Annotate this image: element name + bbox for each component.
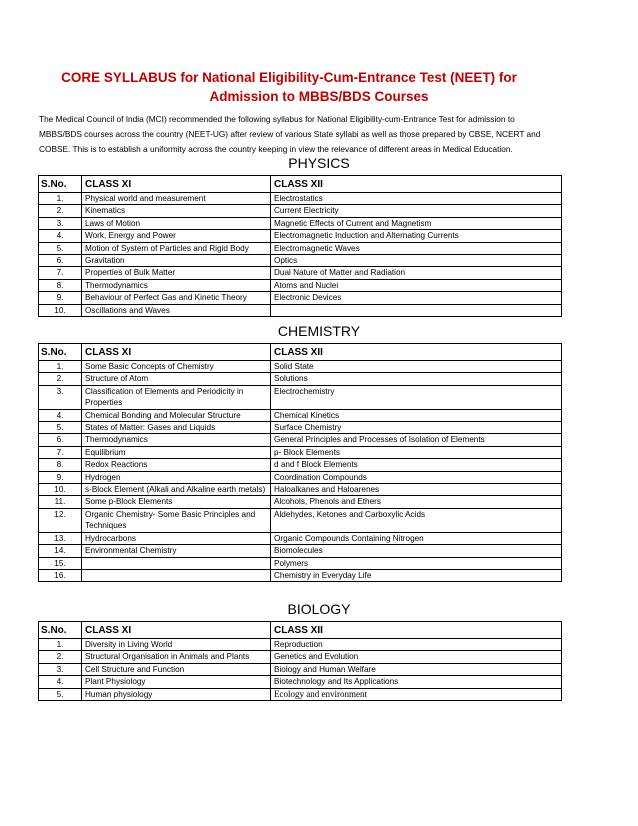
cell-class-xi: Oscillations and Waves (82, 304, 271, 316)
header-class-xi: CLASS XI (82, 622, 271, 639)
intro-line: MBBS/BDS courses across the country (NEET-UG) after review of various State syllabi as well as those prepared by CBSE, NCERT and (39, 129, 541, 139)
cell-sno: 7. (39, 267, 82, 279)
cell-class-xii: Biotechnology and Its Applications (271, 676, 562, 688)
cell-sno: 8. (39, 279, 82, 291)
table-row (39, 508, 562, 532)
table-row (39, 242, 562, 254)
cell-class-xi: Motion of System of Particles and Rigid Body (82, 242, 271, 254)
chemistry-table (38, 343, 562, 582)
cell-class-xii: Haloalkanes and Haloarenes (271, 484, 562, 496)
cell-class-xii: Biomolecules (271, 545, 562, 557)
intro-paragraph (39, 112, 561, 157)
table-row (39, 557, 562, 569)
cell-sno: 4. (39, 676, 82, 688)
cell-sno: 16. (39, 569, 82, 581)
physics-table (38, 175, 562, 317)
cell-class-xii: Electromagnetic Induction and Alternating Currents (271, 230, 562, 242)
cell-class-xii: Reproduction (271, 639, 562, 651)
cell-sno: 7. (39, 446, 82, 458)
cell-class-xi: Environmental Chemistry (82, 545, 271, 557)
cell-sno: 1. (39, 361, 82, 373)
cell-class-xi: Physical world and measurement (82, 193, 271, 205)
intro-line: The Medical Council of India (MCI) recommended the following syllabus for National Eligibility-cum-Entrance Test for admission to (39, 114, 515, 124)
cell-class-xi: Gravitation (82, 255, 271, 267)
cell-class-xi (82, 569, 271, 581)
table-row (39, 434, 562, 446)
table-row (39, 496, 562, 508)
cell-sno: 11. (39, 496, 82, 508)
table-row (39, 446, 562, 458)
cell-class-xii: p- Block Elements (271, 446, 562, 458)
cell-class-xii: Solutions (271, 373, 562, 385)
table-row (39, 205, 562, 217)
cell-sno: 14. (39, 545, 82, 557)
cell-class-xi: Classification of Elements and Periodicity in Properties (82, 385, 271, 409)
cell-sno: 9. (39, 292, 82, 304)
cell-class-xii: Surface Chemistry (271, 422, 562, 434)
section-title-biology: BIOLOGY (287, 601, 351, 617)
cell-class-xi: Structural Organisation in Animals and Plants (82, 651, 271, 663)
cell-sno: 2. (39, 205, 82, 217)
cell-sno: 12. (39, 508, 82, 532)
cell-class-xi: Diversity in Living World (82, 639, 271, 651)
table-header-row (39, 344, 562, 361)
header-class-xii: CLASS XII (271, 344, 562, 361)
cell-class-xii: Chemical Kinetics (271, 409, 562, 421)
cell-class-xii: Solid State (271, 361, 562, 373)
table-row (39, 532, 562, 544)
cell-sno: 1. (39, 639, 82, 651)
table-row (39, 304, 562, 316)
cell-class-xi: Thermodynamics (82, 279, 271, 291)
table-row (39, 651, 562, 663)
document-title-line-1: CORE SYLLABUS for National Eligibility-Cum-Entrance Test (NEET) for (61, 70, 517, 85)
table-row (39, 292, 562, 304)
header-class-xii: CLASS XII (271, 176, 562, 193)
cell-class-xii: Biology and Human Welfare (271, 663, 562, 675)
header-class-xi: CLASS XI (82, 176, 271, 193)
table-header-row (39, 622, 562, 639)
table-row (39, 422, 562, 434)
table-row (39, 484, 562, 496)
table-row (39, 193, 562, 205)
cell-class-xi: Work, Energy and Power (82, 230, 271, 242)
cell-sno: 3. (39, 217, 82, 229)
table-row (39, 676, 562, 688)
cell-sno: 5. (39, 688, 82, 700)
cell-class-xii: Electrostatics (271, 193, 562, 205)
table-row (39, 217, 562, 229)
cell-class-xi: Thermodynamics (82, 434, 271, 446)
cell-class-xii: Coordination Compounds (271, 471, 562, 483)
table-row (39, 569, 562, 581)
cell-class-xii: Organic Compounds Containing Nitrogen (271, 532, 562, 544)
cell-class-xii: Polymers (271, 557, 562, 569)
biology-table (38, 621, 562, 701)
cell-class-xii: Magnetic Effects of Current and Magnetism (271, 217, 562, 229)
table-row (39, 688, 562, 700)
cell-sno: 3. (39, 385, 82, 409)
cell-sno: 13. (39, 532, 82, 544)
cell-class-xii: Aldehydes, Ketones and Carboxylic Acids (271, 508, 562, 532)
header-sno: S.No. (39, 176, 82, 193)
cell-class-xi: Hydrocarbons (82, 532, 271, 544)
cell-sno: 4. (39, 230, 82, 242)
cell-class-xi: Kinematics (82, 205, 271, 217)
table-row (39, 471, 562, 483)
cell-class-xii: Dual Nature of Matter and Radiation (271, 267, 562, 279)
cell-sno: 5. (39, 422, 82, 434)
cell-class-xii: Current Electricity (271, 205, 562, 217)
cell-class-xi: Structure of Atom (82, 373, 271, 385)
table-row (39, 361, 562, 373)
table-row (39, 373, 562, 385)
table-row (39, 230, 562, 242)
cell-class-xi: Behaviour of Perfect Gas and Kinetic Theory (82, 292, 271, 304)
cell-class-xii: Alcohols, Phenols and Ethers (271, 496, 562, 508)
cell-class-xi: Redox Reactions (82, 459, 271, 471)
cell-class-xii: General Principles and Processes of Isolation of Elements (271, 434, 562, 446)
cell-sno: 8. (39, 459, 82, 471)
cell-class-xii: Electromagnetic Waves (271, 242, 562, 254)
document-title-line-2: Admission to MBBS/BDS Courses (209, 89, 429, 104)
table-row (39, 255, 562, 267)
cell-class-xi: s-Block Element (Alkali and Alkaline earth metals) (82, 484, 271, 496)
cell-sno: 2. (39, 651, 82, 663)
cell-class-xi: Human physiology (82, 688, 271, 700)
cell-class-xi: Hydrogen (82, 471, 271, 483)
table-row (39, 639, 562, 651)
cell-class-xi: Cell Structure and Function (82, 663, 271, 675)
cell-class-xii (271, 304, 562, 316)
cell-sno: 10. (39, 484, 82, 496)
cell-sno: 5. (39, 242, 82, 254)
intro-line: COBSE. This is to establish a uniformity across the country keeping in view the relevance of different areas in Medical Education. (39, 144, 513, 154)
table-row (39, 459, 562, 471)
cell-class-xi: Laws of Motion (82, 217, 271, 229)
cell-sno: 9. (39, 471, 82, 483)
cell-class-xi: Some Basic Concepts of Chemistry (82, 361, 271, 373)
header-sno: S.No. (39, 344, 82, 361)
table-header-row (39, 176, 562, 193)
cell-class-xii: d and f Block Elements (271, 459, 562, 471)
cell-sno: 3. (39, 663, 82, 675)
cell-class-xii: Genetics and Evolution (271, 651, 562, 663)
cell-class-xi (82, 557, 271, 569)
section-title-physics: PHYSICS (288, 155, 350, 171)
table-row (39, 279, 562, 291)
table-row (39, 409, 562, 421)
cell-class-xi: Plant Physiology (82, 676, 271, 688)
cell-class-xi: Organic Chemistry- Some Basic Principles and Techniques (82, 508, 271, 532)
cell-class-xi: Chemical Bonding and Molecular Structure (82, 409, 271, 421)
table-row (39, 663, 562, 675)
cell-class-xi: Equilibrium (82, 446, 271, 458)
header-class-xii: CLASS XII (271, 622, 562, 639)
cell-sno: 10. (39, 304, 82, 316)
table-row (39, 385, 562, 409)
cell-class-xii: Chemistry in Everyday Life (271, 569, 562, 581)
cell-sno: 6. (39, 434, 82, 446)
cell-class-xii: Electrochemistry (271, 385, 562, 409)
cell-sno: 4. (39, 409, 82, 421)
section-title-chemistry: CHEMISTRY (277, 323, 361, 339)
cell-class-xi: Some p-Block Elements (82, 496, 271, 508)
cell-sno: 2. (39, 373, 82, 385)
header-sno: S.No. (39, 622, 82, 639)
cell-class-xii: Ecology and environment (271, 688, 562, 700)
cell-class-xii: Atoms and Nuclei (271, 279, 562, 291)
cell-class-xi: Properties of Bulk Matter (82, 267, 271, 279)
cell-class-xi: States of Matter: Gases and Liquids (82, 422, 271, 434)
header-class-xi: CLASS XI (82, 344, 271, 361)
cell-sno: 6. (39, 255, 82, 267)
cell-class-xii: Electronic Devices (271, 292, 562, 304)
cell-sno: 15. (39, 557, 82, 569)
table-row (39, 267, 562, 279)
cell-class-xii: Optics (271, 255, 562, 267)
table-row (39, 545, 562, 557)
cell-sno: 1. (39, 193, 82, 205)
